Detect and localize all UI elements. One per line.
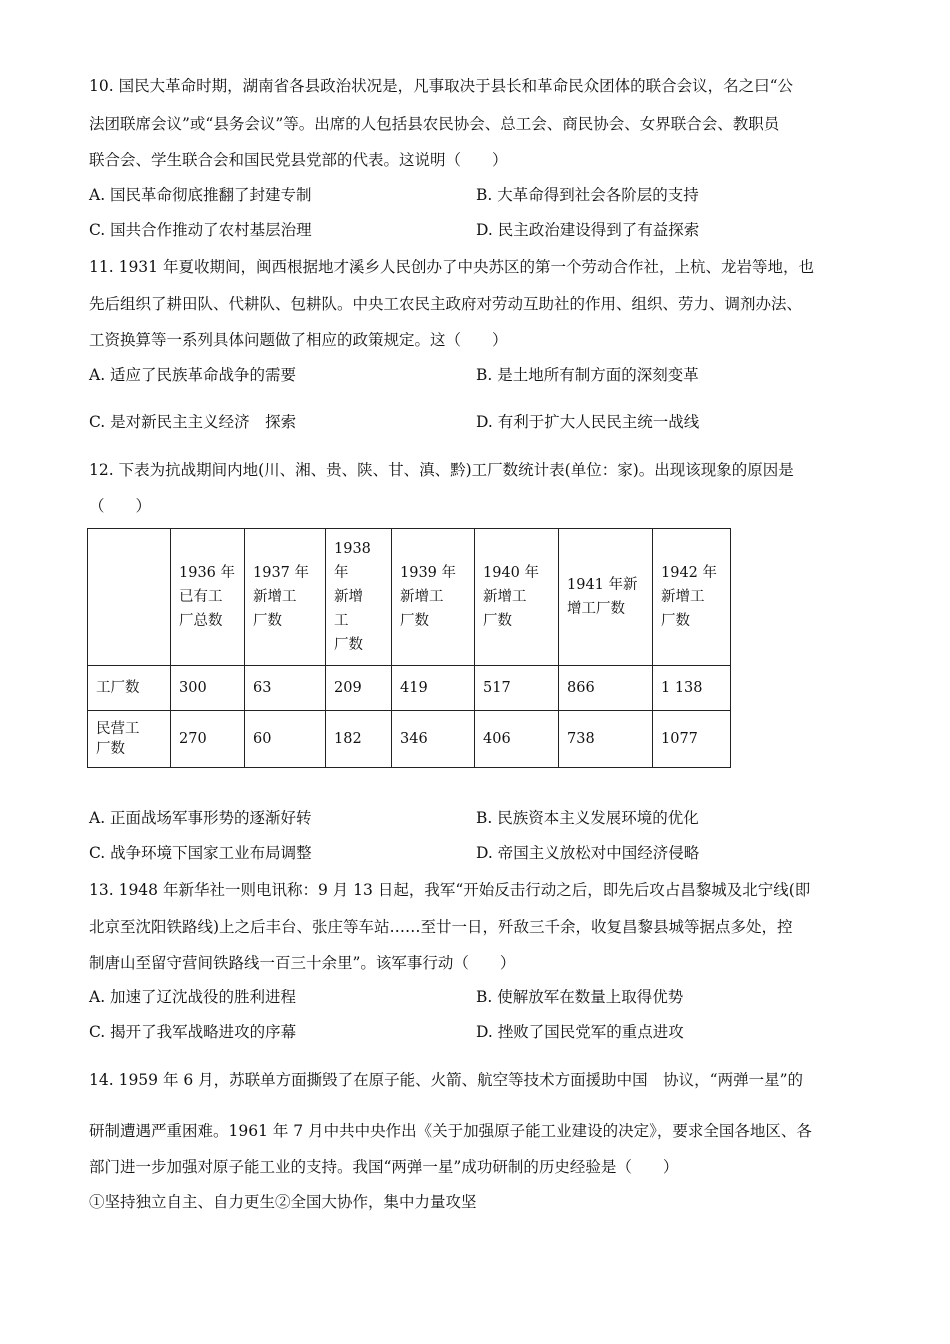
q14-stem-line-4: ①坚持独立自主、自力更生②全国大协作，集中力量攻坚 [89,1193,477,1211]
table-header-cell: 1940 年 新增工 厂数 [475,529,559,666]
q10-option-c[interactable]: C. 国共合作推动了农村基层治理 [89,221,312,239]
q13-option-a[interactable]: A. 加速了辽沈战役的胜利进程 [89,988,297,1006]
table-cell: 866 [559,666,653,711]
table-header-cell [88,529,171,666]
table-cell: 182 [326,711,392,768]
q12-option-d[interactable]: D. 帝国主义放松对中国经济侵略 [476,844,700,862]
q13-option-d[interactable]: D. 挫败了国民党军的重点进攻 [476,1023,684,1041]
table-header-row [88,529,731,666]
table-cell: 346 [392,711,475,768]
q13-option-c[interactable]: C. 揭开了我军战略进攻的序幕 [89,1023,297,1041]
table-cell: 738 [559,711,653,768]
q14-stem-line-1: 14. 1959 年 6 月，苏联单方面撕毁了在原子能、火箭、航空等技术方面援助中国 协议，“两弹一星”的 [89,1071,804,1089]
q12-option-b[interactable]: B. 民族资本主义发展环境的优化 [476,809,699,827]
table-cell: 1077 [653,711,731,768]
table-cell: 406 [475,711,559,768]
q10-stem-line-3: 联合会、学生联合会和国民党县党部的代表。这说明（ ） [89,151,508,169]
table-cell: 300 [171,666,245,711]
table-header-cell: 1942 年 新增工 厂数 [653,529,731,666]
q10-option-a[interactable]: A. 国民革命彻底推翻了封建专制 [89,186,312,204]
table-cell: 517 [475,666,559,711]
table-header-cell: 1941 年新 增工厂数 [559,529,653,666]
table-row-label: 工厂数 [88,666,171,711]
q10-option-b[interactable]: B. 大革命得到社会各阶层的支持 [476,186,699,204]
q12-stem-line-1: 12. 下表为抗战期间内地(川、湘、贵、陕、甘、滇、黔)工厂数统计表(单位：家)。出现该现象的原因是 [89,461,794,479]
q11-stem-line-2: 先后组织了耕田队、代耕队、包耕队。中央工农民主政府对劳动互助社的作用、组织、劳力、调剂办法、 [89,295,803,313]
table-cell: 419 [392,666,475,711]
q13-stem-line-3: 制唐山至留守营间铁路线一百三十余里”。该军事行动（ ） [89,954,516,972]
table-row [88,711,731,768]
q13-stem-line-1: 13. 1948 年新华社一则电讯称：9 月 13 日起，我军“开始反击行动之后，即先后攻占昌黎城及北宁线(即 [89,881,811,899]
table-row-label: 民营工 厂数 [88,711,171,768]
q11-option-a[interactable]: A. 适应了民族革命战争的需要 [89,366,297,384]
table-cell: 1 138 [653,666,731,711]
table-cell: 60 [245,711,326,768]
table-header-cell: 1939 年 新增工 厂数 [392,529,475,666]
q12-option-c[interactable]: C. 战争环境下国家工业布局调整 [89,844,312,862]
q10-stem-line-1: 10. 国民大革命时期，湖南省各县政治状况是，凡事取决于县长和革命民众团体的联合会议，名之曰“公 [89,77,794,95]
q12-option-a[interactable]: A. 正面战场军事形势的逐渐好转 [89,809,312,827]
q11-option-c[interactable]: C. 是对新民主主义经济 探索 [89,413,297,431]
q11-stem-line-1: 11. 1931 年夏收期间，闽西根据地才溪乡人民创办了中央苏区的第一个劳动合作社，上杭、龙岩等地，也 [89,258,814,276]
q10-stem-line-2: 法团联席会议”或“县务会议”等。出席的人包括县农民协会、总工会、商民协会、女界联合会、教职员 [89,115,780,133]
q14-stem-line-2: 研制遭遇严重困难。1961 年 7 月中共中央作出《关于加强原子能工业建设的决定》，要求全国各地区、各 [89,1122,812,1140]
q11-option-b[interactable]: B. 是土地所有制方面的深刻变革 [476,366,699,384]
table-header-cell: 1937 年 新增工 厂数 [245,529,326,666]
q13-stem-line-2: 北京至沈阳铁路线)上之后丰台、张庄等车站……至廿一日，歼敌三千余，收复昌黎县城等据点多处，控 [89,918,793,936]
table-header-cell: 1938 年 新增 工 厂数 [326,529,392,666]
table-cell: 209 [326,666,392,711]
factory-statistics-table [87,528,731,768]
q10-option-d[interactable]: D. 民主政治建设得到了有益探索 [476,221,700,239]
table-header-cell: 1936 年 已有工 厂总数 [171,529,245,666]
table-row [88,666,731,711]
q11-stem-line-3: 工资换算等一系列具体问题做了相应的政策规定。这（ ） [89,331,508,349]
q11-option-d[interactable]: D. 有利于扩大人民民主统一战线 [476,413,700,431]
q12-stem-line-2: （ ） [89,497,152,515]
table-cell: 63 [245,666,326,711]
q13-option-b[interactable]: B. 使解放军在数量上取得优势 [476,988,684,1006]
q14-stem-line-3: 部门进一步加强对原子能工业的支持。我国“两弹一星”成功研制的历史经验是（ ） [89,1158,679,1176]
table-cell: 270 [171,711,245,768]
